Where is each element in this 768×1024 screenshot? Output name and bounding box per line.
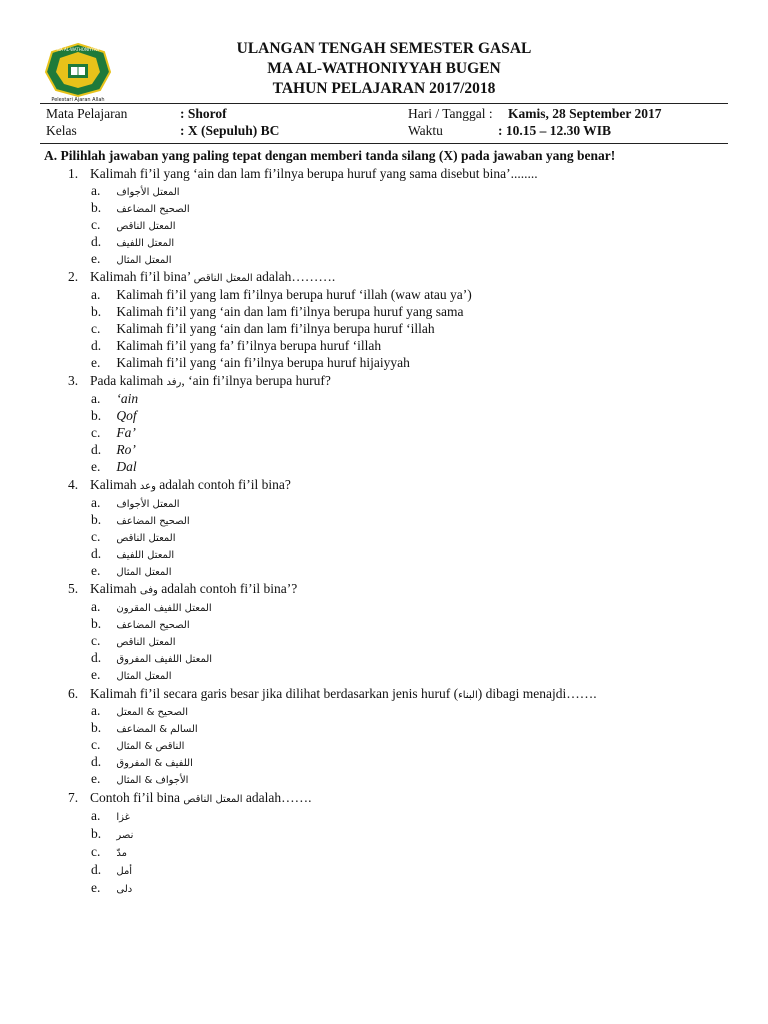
subject-label: Mata Pelajaran <box>46 106 128 121</box>
option-5a: a. المعتل اللفيف المقرون <box>91 599 212 614</box>
option-2e: e. Kalimah fi’il yang ‘ain fi’ilnya berupa huruf hijaiyyah <box>91 355 410 370</box>
option-4d: d. المعتل اللفيف <box>91 546 175 561</box>
class-value: : X (Sepuluh) BC <box>180 123 280 138</box>
subject-value: : Shorof <box>180 106 227 121</box>
option-5b: b. الصحيح المضاعف <box>91 616 190 631</box>
date-label: Hari / Tanggal : <box>408 106 493 121</box>
option-3a: a. ‘ain <box>91 391 139 406</box>
school-name: MA AL-WATHONIYYAH BUGEN <box>267 60 501 77</box>
exam-title: ULANGAN TENGAH SEMESTER GASAL <box>236 40 532 57</box>
option-5d: d. المعتل اللفيف المفروق <box>91 650 213 665</box>
option-1b: b. الصحيح المضاعف <box>91 200 190 215</box>
option-6a: a. الصحيح & المعتل <box>91 703 188 718</box>
option-2c: c. Kalimah fi’il yang ‘ain dan lam fi’ilnya berupa huruf ‘illah <box>91 321 435 336</box>
question-2: 2. Kalimah fi’il bina’ المعتل الناقص adalah………. <box>68 269 336 284</box>
option-3d: d. Ro’ <box>91 442 136 457</box>
question-1 <box>68 166 538 182</box>
option-7b: b. نصر <box>91 826 134 841</box>
option-3e: e. Dal <box>91 459 137 474</box>
option-1a: a. المعتل الأجواف <box>91 183 180 198</box>
option-7c: c. مدّ <box>91 844 127 859</box>
question-7: 7. Contoh fi’il bina المعتل الناقص adalah……. <box>68 790 312 805</box>
question-text: Kalimah fi’il yang ‘ain dan lam fi’ilnya berupa huruf yang sama disebut bina’........ <box>90 166 538 181</box>
academic-year: TAHUN PELAJARAN 2017/2018 <box>272 80 496 97</box>
question-number: 1. <box>68 166 79 181</box>
option-4e: e. المعتل المثال <box>91 563 172 578</box>
option-7a: a. غزا <box>91 808 130 823</box>
option-4b: b. الصحيح المضاعف <box>91 512 190 527</box>
option-6e: e. الأجواف & المثال <box>91 771 189 786</box>
option-4c: c. المعتل الناقص <box>91 529 176 544</box>
question-5: 5. Kalimah وفى adalah contoh fi’il bina’? <box>68 581 298 596</box>
class-label: Kelas <box>46 123 77 138</box>
option-3b: b. Qof <box>91 408 137 423</box>
question-6: 6. Kalimah fi’il secara garis besar jika dilihat berdasarkan jenis huruf (البناء) dibagi menajdi……. <box>68 686 597 701</box>
option-2b: b. Kalimah fi’il yang ‘ain dan lam fi’ilnya berupa huruf yang sama <box>91 304 464 319</box>
option-5e: e. المعتل المثال <box>91 667 172 682</box>
option-6c: c. الناقص & المثال <box>91 737 185 752</box>
instruction: A. Pilihlah jawaban yang paling tepat dengan memberi tanda silang (X) pada jawaban yang benar! <box>44 148 616 163</box>
logo-caption: Pelestari Ajaran Allah <box>51 97 105 103</box>
option-7d: d. أمل <box>91 862 133 877</box>
time-label: Waktu <box>408 123 443 138</box>
option-6d: d. اللفيف & المفروق <box>91 754 193 769</box>
header-divider <box>40 103 728 104</box>
option-5c: c. المعتل الناقص <box>91 633 176 648</box>
question-4: 4. Kalimah وعد adalah contoh fi’il bina? <box>68 477 291 492</box>
option-3c: c. Fa’ <box>91 425 136 440</box>
option-1c: c. المعتل الناقص <box>91 217 176 232</box>
option-6b: b. السالم & المضاعف <box>91 720 198 735</box>
option-2a: a. Kalimah fi’il yang lam fi’ilnya berupa huruf ‘illah (waw atau ya’) <box>91 287 472 302</box>
info-divider <box>40 143 728 144</box>
option-4a: a. المعتل الأجواف <box>91 495 180 510</box>
option-7e: e. دلى <box>91 880 133 895</box>
time-value: : 10.15 – 12.30 WIB <box>498 123 612 138</box>
option-1e: e. المعتل المثال <box>91 251 172 266</box>
option-1d: d. المعتل اللفيف <box>91 234 175 249</box>
svg-text:MA AL-WATHONIYYAH: MA AL-WATHONIYYAH <box>56 47 100 52</box>
question-3: 3. Pada kalimah رفد, ‘ain fi’ilnya berupa huruf? <box>68 373 331 388</box>
option-2d: d. Kalimah fi’il yang fa’ fi’ilnya berupa huruf ‘illah <box>91 338 382 353</box>
date-value: Kamis, 28 September 2017 <box>508 106 662 121</box>
